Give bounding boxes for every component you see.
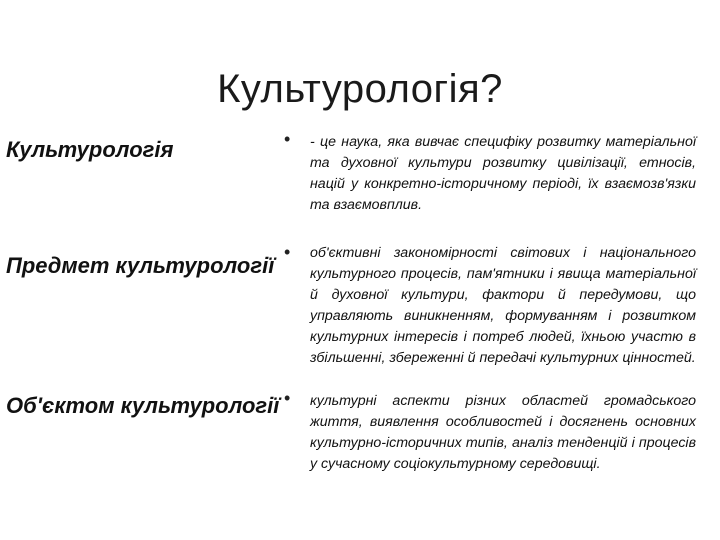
definition-text: - це наука, яка вивчає специфіку розвитку матеріальної та духовної культури розвитку цивілізації, етносів, націй у конкретно-історичному періоді, їх взаємозв'язки та взаємовплив.: [310, 134, 696, 213]
bullet-icon: •: [284, 129, 291, 149]
definition-text: культурні аспекти різних областей громадського життя, виявлення особливостей і досягнень основних культурно-історичних типів, аналіз тенденцій і процесів у сучасному соціокультурному середовищі.: [310, 393, 696, 472]
term-label: Культурологія: [6, 137, 174, 162]
slide-title: Культурологія?: [217, 66, 503, 111]
term-label: Предмет культурології: [6, 253, 275, 278]
bullet-icon: •: [284, 242, 291, 262]
term-label: Об'єктом культурології: [6, 393, 280, 418]
bullet-icon: •: [284, 388, 291, 408]
definition-text: об'єктивні закономірності світових і національного культурного процесів, пам'ятники і явища матеріальної й духовної культури, фактори й передумови, що управляють виникненням, формуванням і розвитком культурних інтересів і потреб людей, їхньою участю в збільшенні, збереженні й передачі культурних цінностей.: [310, 245, 696, 366]
